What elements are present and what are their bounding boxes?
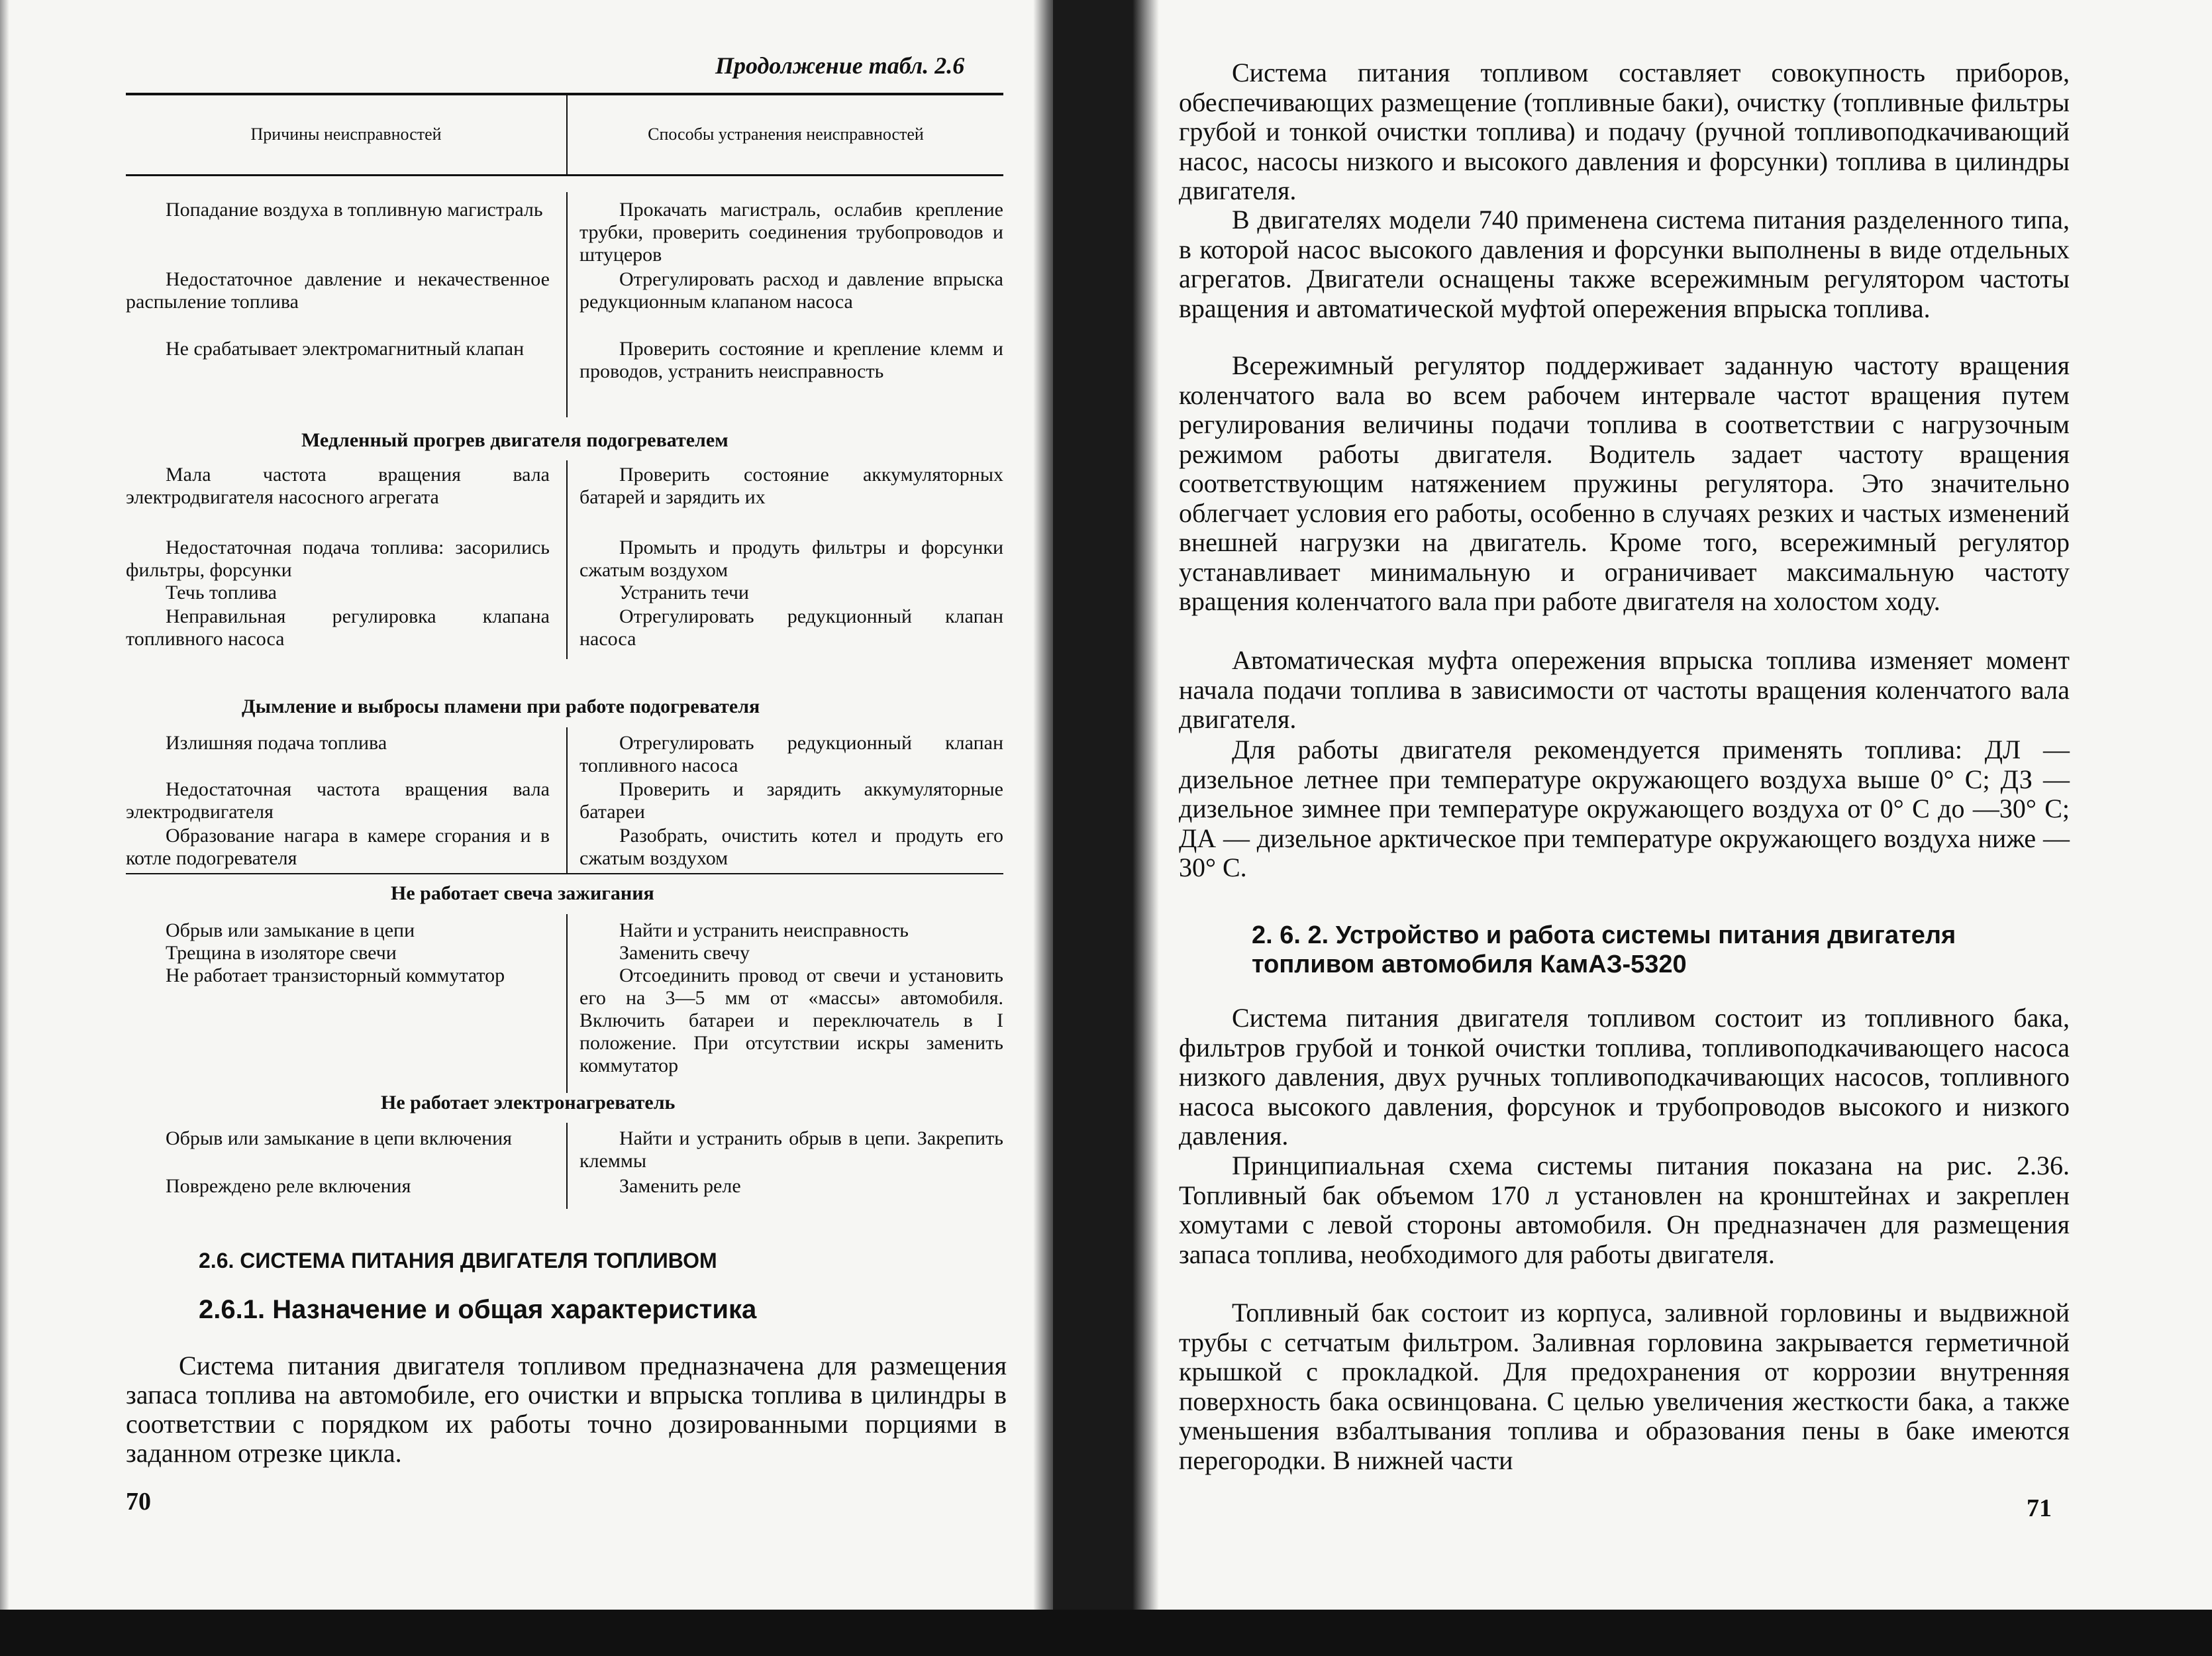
- table-cause-cell: Неправильная регулировка клапана топливного насоса: [126, 605, 550, 650]
- chapter-heading: 2.6. СИСТЕМА ПИТАНИЯ ДВИГАТЕЛЯ ТОПЛИВОМ: [199, 1249, 717, 1272]
- table-remedy-cell: Проверить и зарядить аккумуляторные батареи: [579, 778, 1003, 823]
- table-cause-cell: Недостаточная частота вращения вала электродвигателя: [126, 778, 550, 823]
- table-remedy-cell: Промыть и продуть фильтры и форсунки сжатым воздухом: [579, 537, 1003, 581]
- page-number: 71: [2027, 1494, 2052, 1522]
- table-cause-cell: Излишняя подача топлива: [166, 732, 387, 754]
- table-cause-cell: Повреждено реле включения: [166, 1175, 411, 1197]
- table-cause-cell: Образование нагара в камере сгорания и в котле подогревателя: [126, 825, 550, 869]
- table-cause-cell: Мала частота вращения вала электродвигателя насосного агрегата: [126, 464, 550, 508]
- table-cause-cell: Обрыв или замыкание в цепи включения: [166, 1127, 512, 1149]
- book-gutter-shadow-right: [1132, 0, 1159, 1656]
- scan-bottom-border: [0, 1610, 2212, 1656]
- table-cause-cell: Обрыв или замыкание в цепи: [166, 919, 415, 941]
- table-cause-cell: Попадание воздуха в топливную магистраль: [166, 199, 543, 221]
- body-paragraph: Система питания двигателя топливом состоит из топливного бака, фильтров грубой и тонкой очистки топлива, топливоподкачивающего насоса низкого давления, двух ручных топливоподкачивающих насосов, топливного насоса высокого давления, форсунок и трубопроводов высокого и низкого давления.: [1179, 1003, 2070, 1151]
- table-cause-cell: Трещина в изоляторе свечи: [166, 942, 397, 964]
- left-page: [0, 0, 1053, 1610]
- book-gutter: [1053, 0, 1139, 1656]
- header-column-divider: [566, 93, 568, 176]
- table-cause-cell: Течь топлива: [166, 582, 277, 603]
- table-remedy-cell: Заменить реле: [619, 1175, 741, 1197]
- header-bottom-rule: [126, 174, 1003, 176]
- table-remedy-cell: Устранить течи: [619, 582, 749, 603]
- subsection-heading: 2.6.1. Назначение и общая характеристика: [199, 1295, 757, 1324]
- table-remedy-cell: Прокачать магистраль, ослабив крепление трубки, проверить соединения трубопроводов и штуцеров: [579, 199, 1003, 266]
- table-cause-cell: Не срабатывает электромагнитный клапан: [166, 338, 525, 360]
- column-header-remedies: Способы устранения неисправностей: [648, 125, 924, 144]
- table-section-title: Не работает электронагреватель: [381, 1092, 676, 1113]
- table-cause-cell: Недостаточное давление и некачественное распыление топлива: [126, 268, 550, 313]
- column-header-causes: Причины неисправностей: [250, 125, 442, 144]
- table-remedy-cell: Отрегулировать расход и давление впрыска редукционным клапаном насоса: [579, 268, 1003, 313]
- body-paragraph: В двигателях модели 740 применена система питания разделенного типа, в которой насос высокого давления и форсунки выполнены в виде отдельных агрегатов. Двигатели оснащены также всережимным регулятором частоты вращения и автоматической муфтой опережения впрыска топлива.: [1179, 205, 2070, 323]
- page-number: 70: [126, 1488, 151, 1516]
- block3-bottom-rule: [126, 873, 1003, 874]
- right-page: [1159, 0, 2212, 1610]
- table-section-title: Не работает свеча зажигания: [391, 882, 654, 904]
- body-paragraph: Автоматическая муфта опережения впрыска топлива изменяет момент начала подачи топлива в зависимости от частоты вращения коленчатого вала двигателя.: [1179, 645, 2070, 734]
- section-heading: 2. 6. 2. Устройство и работа системы питания двигателя топливом автомобиля КамАЗ-5320: [1252, 921, 1956, 978]
- table-continuation-label: Продолжение табл. 2.6: [715, 52, 965, 79]
- table-cause-cell: Не работает транзисторный коммутатор: [166, 964, 505, 986]
- table-section-title: Дымление и выбросы пламени при работе подогревателя: [242, 696, 760, 717]
- table-cause-cell: Недостаточная подача топлива: засорились фильтры, форсунки: [126, 537, 550, 581]
- column-divider-block4: [566, 914, 568, 1093]
- body-paragraph: Для работы двигателя рекомендуется применять топлива: ДЛ — дизельное летнее при температуре окружающего воздуха выше 0° С; ДЗ — дизельное зимнее при температуре окружающего воздуха от 0° С до —30° С; ДА — дизельное арктическое при температуре окружающего воздуха ниже —30° С.: [1179, 735, 2070, 882]
- table-remedy-cell: Проверить состояние и крепление клемм и проводов, устранить неисправность: [579, 338, 1003, 382]
- column-divider-block1: [566, 192, 568, 417]
- body-paragraph: Система питания двигателя топливом предназначена для размещения запаса топлива на автомобиле, его очистки и впрыска топлива в цилиндры в соответствии с порядком их работы точно дозированными порциями в заданном отрезке цикла.: [126, 1351, 1007, 1468]
- table-remedy-cell: Найти и устранить обрыв в цепи. Закрепить клеммы: [579, 1127, 1003, 1172]
- body-paragraph: Система питания топливом составляет совокупность приборов, обеспечивающих размещение (топливные баки), очистку (топливные фильтры грубой и тонкой очистки топлива) и подачу (ручной топливоподкачивающий насос, насосы низкого и высокого давления и форсунки) топлива в цилиндры двигателя.: [1179, 58, 2070, 205]
- table-top-rule: [126, 93, 1003, 95]
- table-remedy-cell: Заменить свечу: [619, 942, 750, 964]
- body-paragraph: Принципиальная схема системы питания показана на рис. 2.36. Топливный бак объемом 170 л установлен на кронштейнах и закреплен хомутами с левой стороны автомобиля. Он предназначен для размещения запаса топлива, необходимого для работы двигателя.: [1179, 1151, 2070, 1269]
- table-remedy-cell: Разобрать, очистить котел и продуть его сжатым воздухом: [579, 825, 1003, 869]
- table-remedy-cell: Найти и устранить неисправность: [619, 919, 909, 941]
- body-paragraph: Топливный бак состоит из корпуса, заливной горловины и выдвижной трубы с сетчатым фильтром. Заливная горловина закрывается герметичной крышкой с прокладкой. Для предохранения от коррозии внутренняя поверхность бака освинцована. С целью увеличения жесткости бака, а также уменьшения взбалтывания топлива и образования пены в баке имеются перегородки. В нижней части: [1179, 1298, 2070, 1475]
- body-paragraph: Всережимный регулятор поддерживает заданную частоту вращения коленчатого вала во всем рабочем интервале частот вращения путем регулирования величины подачи топлива в соответствии с нагрузочным режимом работы двигателя. Водитель задает частоту вращения соответствующим натяжением пружины регулятора. Это значительно облегчает условия его работы, особенно в случаях резких и частых изменений внешней нагрузки на двигатель. Кроме того, всережимный регулятор устанавливает минимальную и ограничивает максимальную частоту вращения коленчатого вала при работе двигателя на холостом ходу.: [1179, 350, 2070, 616]
- table-section-title: Медленный прогрев двигателя подогревателем: [301, 429, 729, 451]
- table-remedy-cell: Отрегулировать редукционный клапан насоса: [579, 605, 1003, 650]
- column-divider-block2: [566, 460, 568, 659]
- table-remedy-cell: Отрегулировать редукционный клапан топливного насоса: [579, 732, 1003, 776]
- table-remedy-cell: Отсоединить провод от свечи и установить его на 3—5 мм от «массы» автомобиля. Включить батареи и переключатель в I положение. При отсутствии искры заменить коммутатор: [579, 964, 1003, 1076]
- column-divider-block3: [566, 727, 568, 874]
- table-remedy-cell: Проверить состояние аккумуляторных батарей и зарядить их: [579, 464, 1003, 508]
- column-divider-block5: [566, 1123, 568, 1209]
